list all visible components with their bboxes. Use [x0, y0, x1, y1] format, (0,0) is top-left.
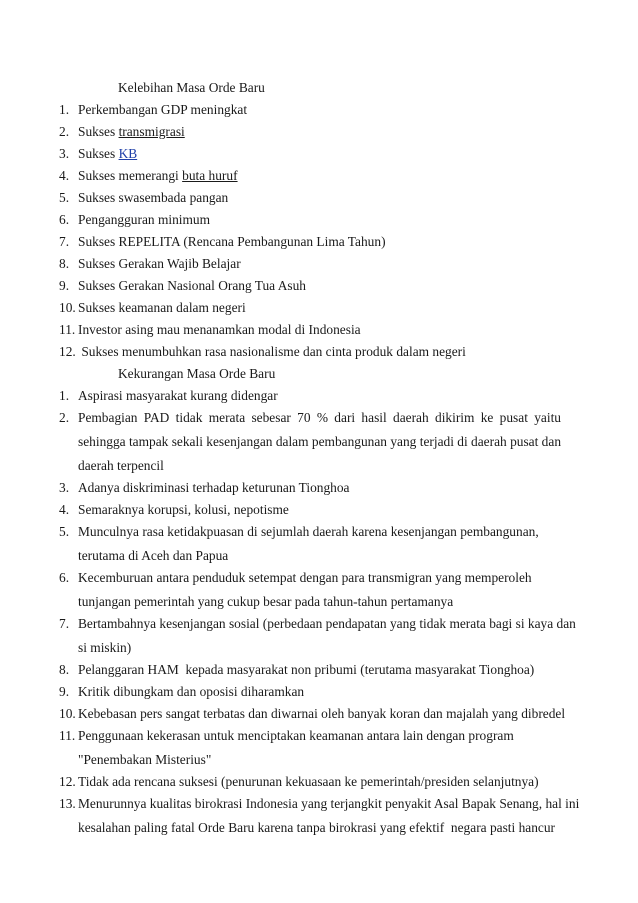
item-number: 6.: [59, 570, 70, 585]
item-line: si miskin): [78, 640, 132, 655]
kekurangan-heading: Kekurangan Masa Orde Baru: [118, 366, 276, 381]
kb-link[interactable]: KB: [118, 146, 138, 161]
item-line: Kecemburuan antara penduduk setempat dengan para transmigran yang memperoleh: [78, 570, 532, 585]
item-text: Sukses REPELITA (Rencana Pembangunan Lima Tahun): [78, 234, 386, 249]
item-number: 7.: [59, 616, 70, 631]
item-line: Pelanggaran HAM kepada masyarakat non pribumi (terutama masyarakat Tionghoa): [78, 662, 535, 677]
item-text: Sukses Gerakan Wajib Belajar: [78, 256, 241, 271]
item-number: 12.: [59, 344, 76, 359]
item-text: Sukses keamanan dalam negeri: [78, 300, 246, 315]
item-number: 4.: [59, 502, 70, 517]
item-number: 5.: [59, 524, 70, 539]
item-line: Kritik dibungkam dan oposisi diharamkan: [78, 684, 305, 699]
item-line: Penggunaan kekerasan untuk menciptakan keamanan antara lain dengan program: [78, 728, 514, 743]
item-number: 10.: [59, 300, 76, 315]
item-text: Sukses memerangi buta huruf: [78, 168, 238, 183]
item-line: Semaraknya korupsi, kolusi, nepotisme: [78, 502, 289, 517]
item-number: 10.: [59, 706, 76, 721]
item-text: Sukses KB: [78, 146, 138, 161]
item-line: sehingga tampak sekali kesenjangan dalam pembangunan yang terjadi di daerah pusat dan: [78, 434, 561, 449]
item-number: 2.: [59, 410, 70, 425]
item-line: kesalahan paling fatal Orde Baru karena tanpa birokrasi yang efektif negara pasti hancur: [78, 820, 556, 835]
kelebihan-heading: Kelebihan Masa Orde Baru: [118, 80, 265, 95]
item-number: 1.: [59, 102, 70, 117]
item-line: Aspirasi masyarakat kurang didengar: [78, 388, 278, 403]
item-number: 2.: [59, 124, 70, 139]
item-number: 9.: [59, 684, 70, 699]
item-number: 8.: [59, 662, 70, 677]
item-number: 7.: [59, 234, 70, 249]
item-number: 6.: [59, 212, 70, 227]
item-text: Perkembangan GDP meningkat: [78, 102, 248, 117]
item-number: 4.: [59, 168, 70, 183]
item-number: 9.: [59, 278, 70, 293]
item-line: terutama di Aceh dan Papua: [78, 548, 229, 563]
item-line: Kebebasan pers sangat terbatas dan diwarnai oleh banyak koran dan majalah yang dibredel: [78, 706, 566, 721]
item-number: 3.: [59, 146, 70, 161]
item-text: Sukses menumbuhkan rasa nasionalisme dan cinta produk dalam negeri: [78, 344, 466, 359]
item-text: Sukses swasembada pangan: [78, 190, 229, 205]
item-text: Pengangguran minimum: [78, 212, 211, 227]
item-line: Adanya diskriminasi terhadap keturunan Tionghoa: [78, 480, 350, 495]
item-text: Sukses Gerakan Nasional Orang Tua Asuh: [78, 278, 306, 293]
item-line: Munculnya rasa ketidakpuasan di sejumlah daerah karena kesenjangan pembangunan,: [78, 524, 539, 539]
item-number: 5.: [59, 190, 70, 205]
item-line: tunjangan pemerintah yang cukup besar pada tahun-tahun pertamanya: [78, 594, 454, 609]
item-number: 1.: [59, 388, 70, 403]
buta-huruf-link[interactable]: buta huruf: [182, 168, 238, 183]
item-line: daerah terpencil: [78, 458, 164, 473]
item-text: Sukses transmigrasi: [78, 124, 185, 139]
item-number: 11.: [59, 322, 76, 337]
item-line: Menurunnya kualitas birokrasi Indonesia yang terjangkit penyakit Asal Bapak Senang, hal ini: [78, 796, 580, 811]
item-text: Investor asing mau menanamkan modal di Indonesia: [78, 322, 361, 337]
item-number: 8.: [59, 256, 70, 271]
item-number: 13.: [59, 796, 76, 811]
transmigrasi-link[interactable]: transmigrasi: [118, 124, 185, 139]
item-line: Bertambahnya kesenjangan sosial (perbedaan pendapatan yang tidak merata bagi si kaya dan: [78, 616, 576, 631]
item-number: 3.: [59, 480, 70, 495]
item-line: Tidak ada rencana suksesi (penurunan kekuasaan ke pemerintah/presiden selanjutnya): [78, 774, 539, 789]
item-number: 11.: [59, 728, 76, 743]
item-number: 12.: [59, 774, 76, 789]
item-line: "Penembakan Misterius": [78, 752, 212, 767]
item-line: Pembagian PAD tidak merata sebesar 70 % dari hasil daerah dikirim ke pusat yaitu: [78, 410, 561, 425]
